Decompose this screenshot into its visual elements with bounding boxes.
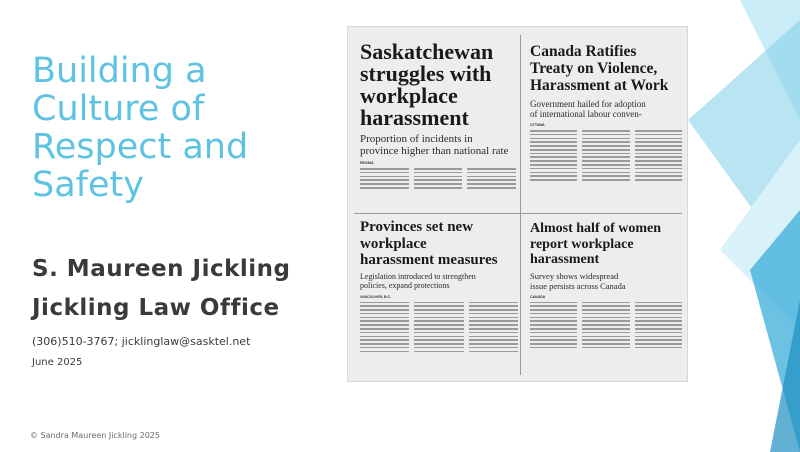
article-dateline: OTTAWA [530, 123, 545, 127]
article-body-text [530, 130, 682, 183]
slide-title [32, 52, 332, 204]
decorative-triangles [680, 0, 800, 452]
article-headline [530, 221, 682, 268]
article-dateline: CANADA [530, 294, 546, 299]
headline-line: harassment measures [360, 252, 498, 268]
article-headline [360, 41, 516, 129]
contact-info: (306)510-3767; jicklinglaw@sasktel.net [32, 335, 251, 348]
dek-line: of international labour conven- [530, 109, 642, 119]
title-line: Culture of [32, 89, 205, 129]
dek-line: Survey shows widespread [530, 270, 619, 281]
headline-line: Almost half of women [530, 221, 662, 236]
dek-line: policies, expand protections [360, 281, 450, 290]
article-saskatchewan [360, 41, 516, 211]
dek-line: Government hailed for adoption [530, 99, 646, 109]
article-body-text [360, 168, 516, 191]
article-body-text [360, 302, 518, 355]
dek-line: province higher than national rate [360, 145, 509, 157]
article-body-text [530, 302, 682, 351]
article-dateline: REGINA [360, 161, 374, 165]
dek-line: Legislation introduced to strengthen [360, 271, 476, 281]
headline-line: Provinces set new [360, 219, 474, 235]
article-headline [530, 43, 682, 94]
article-women-survey [530, 221, 682, 377]
newspaper-image [347, 26, 688, 382]
presentation-date: June 2025 [32, 357, 83, 368]
title-line: Respect and [32, 127, 249, 167]
title-line: Building a [32, 51, 207, 91]
headline-line: Saskatchewan [360, 41, 494, 64]
dek-line: Proportion of incidents in [360, 133, 473, 145]
article-canada-treaty [530, 43, 682, 211]
law-firm-name: Jickling Law Office [32, 295, 280, 321]
row-divider [354, 213, 682, 214]
article-subheadline [360, 133, 516, 157]
headline-line: report workplace [530, 236, 634, 252]
headline-line: workplace [360, 83, 458, 108]
article-subheadline [530, 99, 682, 119]
article-dateline: VANCOUVER, B.C. [360, 294, 392, 299]
headline-line: harassment [530, 252, 600, 267]
author-name: S. Maureen Jickling [32, 256, 291, 282]
headline-line: workplace [360, 235, 427, 252]
column-divider [520, 35, 521, 375]
dek-line: issue persists across Canada [530, 280, 626, 291]
headline-line: struggles with [360, 61, 492, 86]
copyright-notice: © Sandra Maureen Jickling 2025 [30, 431, 160, 440]
headline-line: harassment [360, 105, 469, 130]
headline-line: Treaty on Violence, [530, 60, 658, 77]
headline-line: Harassment at Work [530, 77, 669, 94]
headline-line: Canada Ratifies [530, 43, 637, 60]
article-subheadline [530, 271, 682, 291]
article-headline [360, 219, 518, 269]
title-line: Safety [32, 165, 144, 205]
article-subheadline [360, 272, 518, 291]
article-provinces [360, 219, 518, 377]
